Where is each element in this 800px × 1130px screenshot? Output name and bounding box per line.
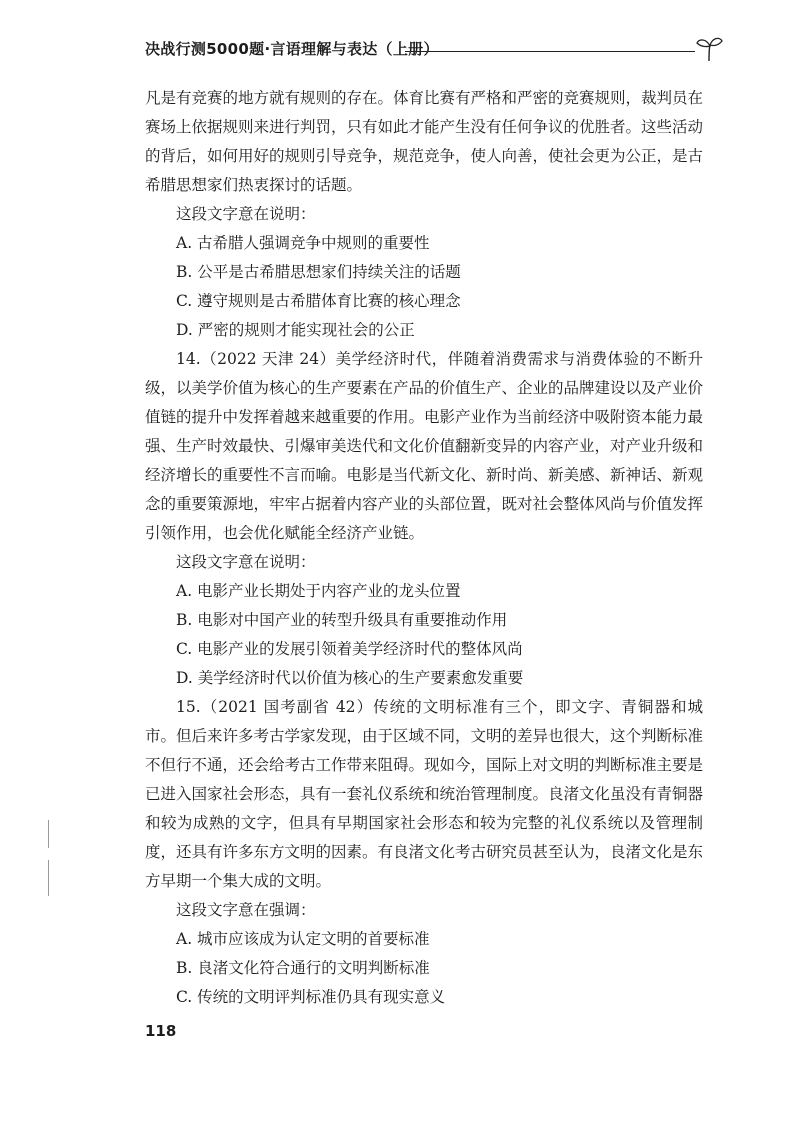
q13-prompt: 这段文字意在说明：: [176, 205, 316, 223]
q15-text: 15.（2021 国考副省 42）传统的文明标准有三个，即文字、青铜器和城市。但后来许多考古学家发现，由于区域不同，文明的差异也很大，这个判断标准不但行不通，还会给考古工作带来阻碍。现如今，国际上对文明的判断标准主要是已进入国家社会形态，具有一套礼仪系统和统治管理制度。良渚文化虽没有青铜器和较为成熟的文字，但具有早期国家社会形态和较为完整的礼仪系统以及管理制度，还具有许多东方文明的因素。有良渚文化考古研究员甚至认为，良渚文化是东方早期一个集大成的文明。: [145, 698, 704, 890]
q13-option-c: C. 遵守规则是古希腊体育比赛的核心理念: [176, 292, 461, 310]
q15-option-b: B. 良渚文化符合通行的文明判断标准: [176, 959, 430, 977]
q14-option-b: B. 电影对中国产业的转型升级具有重要推动作用: [176, 611, 508, 629]
header-rule: [405, 51, 695, 52]
header-title: 决战行测5000题·言语理解与表达（上册）: [145, 40, 439, 58]
q14-prompt: 这段文字意在说明：: [176, 553, 316, 571]
sprout-icon: [693, 34, 725, 62]
q13-option-d: D. 严密的规则才能实现社会的公正: [176, 321, 415, 339]
q13-option-a: A. 古希腊人强调竞争中规则的重要性: [176, 234, 430, 252]
binding-marks: [48, 820, 52, 900]
q15-option-c: C. 传统的文明评判标准仍具有现实意义: [176, 988, 446, 1006]
q14-option-c: C. 电影产业的发展引领着美学经济时代的整体风尚: [176, 640, 523, 658]
q15-option-a: A. 城市应该成为认定文明的首要标准: [176, 930, 430, 948]
intro-paragraph: 凡是有竞赛的地方就有规则的存在。体育比赛有严格和严密的竞赛规则，裁判员在赛场上依据规则来进行判罚，只有如此才能产生没有任何争议的优胜者。这些活动的背后，如何用好的规则引导竞争，规范竞争，使人向善，使社会更为公正，是古希腊思想家们热衷探讨的话题。: [145, 89, 704, 194]
q15-prompt: 这段文字意在强调：: [176, 901, 316, 919]
page-content: [145, 84, 703, 1012]
running-header: [145, 34, 725, 64]
q13-option-b: B. 公平是古希腊思想家们持续关注的话题: [176, 263, 461, 281]
q14-text: 14.（2022 天津 24）美学经济时代，伴随着消费需求与消费体验的不断升级，以美学价值为核心的生产要素在产品的价值生产、企业的品牌建设以及产业价值链的提升中发挥着越来越重要的作用。电影产业作为当前经济中吸附资本能力最强、生产时效最快、引爆审美迭代和文化价值翻新变异的内容产业，对产业升级和经济增长的重要性不言而喻。电影是当代新文化、新时尚、新美感、新神话、新观念的重要策源地，牢牢占据着内容产业的头部位置，既对社会整体风尚与价值发挥引领作用，也会优化赋能全经济产业链。: [145, 350, 704, 542]
q14-option-d: D. 美学经济时代以价值为核心的生产要素愈发重要: [176, 669, 524, 687]
q14-option-a: A. 电影产业长期处于内容产业的龙头位置: [176, 582, 461, 600]
page-number: 118: [145, 1022, 177, 1040]
